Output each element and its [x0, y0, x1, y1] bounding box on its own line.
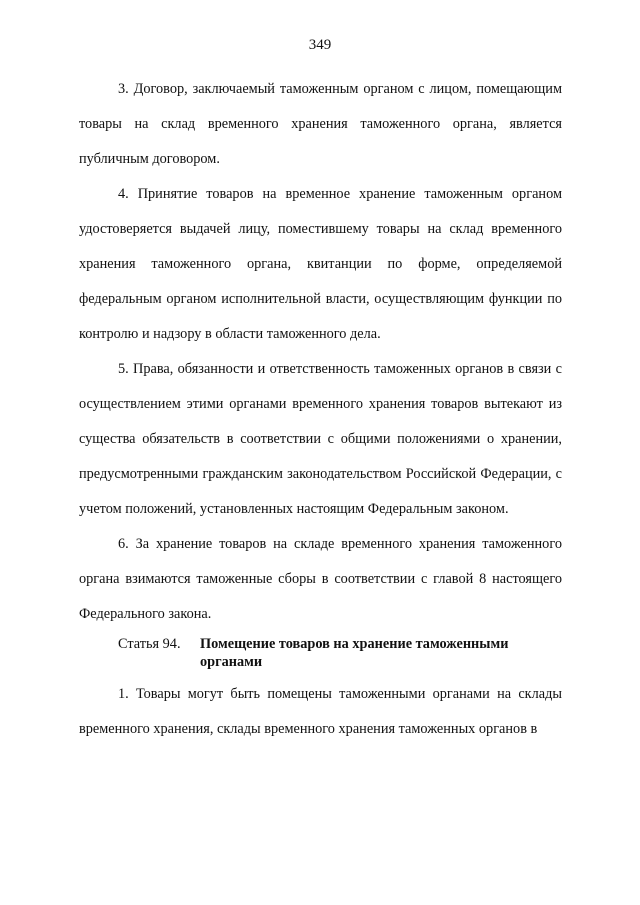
article-title: Помещение товаров на хранение таможенными органами: [200, 636, 509, 670]
article-number: Статья 94.: [118, 636, 181, 652]
paragraph-5: 5. Права, обязанности и ответственность таможенных органов в связи с осуществлением этими органами временного хранения товаров вытекают из существа обязательств в соответствии с общими положениями о хранении, предусмотренными гражданским законодательством Российской Федерации, с учетом положений, установленных настоящим Федеральным законом.: [79, 361, 562, 517]
paragraph-article-94-1: 1. Товары могут быть помещены таможенными органами на склады временного хранения, склады временного хранения таможенных органов в: [79, 686, 562, 737]
page-number: 349: [308, 37, 332, 53]
document-body: [79, 72, 562, 747]
paragraph-6: 6. За хранение товаров на складе временного хранения таможенного органа взимаются таможенные сборы в соответствии с главой 8 настоящего Федерального закона.: [79, 536, 562, 622]
paragraph-4: 4. Принятие товаров на временное хранение таможенным органом удостоверяется выдачей лицу, поместившему товары на склад временного хранения таможенного органа, квитанции по форме, определяемой федеральным органом исполнительной власти, осуществляющим функции по контролю и надзору в области таможенного дела.: [79, 186, 562, 342]
article-heading: [79, 635, 562, 673]
paragraph-3: 3. Договор, заключаемый таможенным органом с лицом, помещающим товары на склад временного хранения таможенного органа, является публичным договором.: [79, 81, 562, 167]
